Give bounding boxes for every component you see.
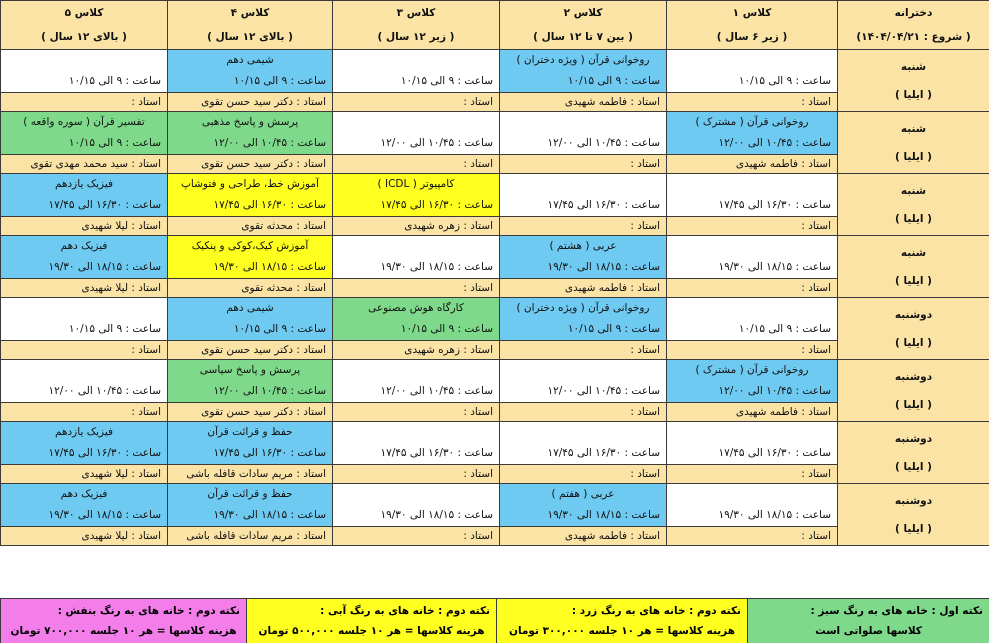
class-time: ساعت : ۱۶/۳۰ الی ۱۷/۴۵ — [506, 194, 660, 216]
class-subject: روخوانی قرآن ( ویژه دختران ) — [506, 50, 660, 70]
header-row — [1, 1, 989, 50]
note-heading: نکته دوم : خانه های به رنگ زرد : — [503, 601, 741, 621]
class-teacher: استاد : فاطمه شهیدی — [500, 279, 667, 298]
class-cell — [168, 298, 333, 341]
class-time: ساعت : ۹ الی ۱۰/۱۵ — [506, 70, 660, 92]
class-time: ساعت : ۹ الی ۱۰/۱۵ — [7, 318, 161, 340]
class-subject: کامپیوتر ( ICDL ) — [339, 174, 493, 194]
header-class-5 — [1, 1, 168, 50]
class-teacher: استاد : — [667, 527, 838, 546]
class-cell — [333, 360, 500, 403]
class-time: ساعت : ۱۰/۴۵ الی ۱۲/۰۰ — [506, 380, 660, 402]
class-time: ساعت : ۱۸/۱۵ الی ۱۹/۳۰ — [7, 256, 161, 278]
class-time: ساعت : ۹ الی ۱۰/۱۵ — [174, 70, 326, 92]
class-time: ساعت : ۱۶/۳۰ الی ۱۷/۴۵ — [339, 442, 493, 464]
class-teacher: استاد : — [500, 403, 667, 422]
class-time: ساعت : ۱۶/۳۰ الی ۱۷/۴۵ — [506, 442, 660, 464]
day-location: ( ایلیا ) — [844, 205, 983, 233]
note-box — [496, 599, 747, 643]
class-teacher: استاد : — [333, 527, 500, 546]
header-class-2 — [500, 1, 667, 50]
note-box — [747, 599, 989, 643]
class-cell — [168, 484, 333, 527]
class-cell — [168, 50, 333, 93]
slot-row — [1, 112, 989, 155]
class-time: ساعت : ۱۸/۱۵ الی ۱۹/۳۰ — [673, 504, 831, 526]
class-cell — [667, 236, 838, 279]
class-cell — [667, 360, 838, 403]
note-heading: نکته دوم : خانه های به رنگ آبی : — [253, 601, 490, 621]
class-title: کلاس ۴ — [174, 1, 326, 25]
day-name: دوشنبه — [844, 301, 983, 329]
class-teacher: استاد : — [1, 403, 168, 422]
class-subject — [339, 422, 493, 442]
class-teacher: استاد : — [667, 341, 838, 360]
class-cell — [667, 484, 838, 527]
class-time: ساعت : ۱۰/۴۵ الی ۱۲/۰۰ — [174, 380, 326, 402]
day-location: ( ایلیا ) — [844, 143, 983, 171]
class-subject: فیزیک دهم — [7, 484, 161, 504]
class-time: ساعت : ۱۰/۴۵ الی ۱۲/۰۰ — [7, 380, 161, 402]
class-time: ساعت : ۱۶/۳۰ الی ۱۷/۴۵ — [673, 442, 831, 464]
class-subject — [339, 50, 493, 70]
class-subject — [339, 112, 493, 132]
class-time: ساعت : ۹ الی ۱۰/۱۵ — [673, 318, 831, 340]
note-box — [0, 599, 246, 643]
header-title: دخترانه — [844, 1, 983, 25]
class-subject: عربی ( هفتم ) — [506, 484, 660, 504]
slot-row — [1, 484, 989, 527]
slot-row — [1, 422, 989, 465]
day-cell — [838, 360, 989, 422]
class-age: ( بالای ۱۲ سال ) — [7, 25, 161, 49]
class-cell — [667, 422, 838, 465]
class-cell — [1, 50, 168, 93]
class-time: ساعت : ۱۸/۱۵ الی ۱۹/۳۰ — [506, 504, 660, 526]
class-cell — [1, 360, 168, 403]
class-cell — [333, 422, 500, 465]
class-teacher: استاد : دکتر سید حسن تقوی — [168, 155, 333, 174]
note-box — [246, 599, 496, 643]
day-name: دوشنبه — [844, 363, 983, 391]
class-teacher: استاد : فاطمه شهیدی — [667, 403, 838, 422]
class-cell — [500, 298, 667, 341]
class-teacher: استاد : — [333, 279, 500, 298]
class-cell — [168, 174, 333, 217]
class-age: ( زیر ۱۲ سال ) — [339, 25, 493, 49]
day-location: ( ایلیا ) — [844, 391, 983, 419]
class-cell — [500, 484, 667, 527]
class-cell — [1, 112, 168, 155]
class-time: ساعت : ۹ الی ۱۰/۱۵ — [7, 70, 161, 92]
class-time: ساعت : ۱۸/۱۵ الی ۱۹/۳۰ — [673, 256, 831, 278]
day-name: دوشنبه — [844, 425, 983, 453]
class-subject — [7, 50, 161, 70]
note-detail: هزینه کلاسها = هر ۱۰ جلسه ۵۰۰,۰۰۰ تومان — [253, 621, 490, 641]
class-teacher: استاد : — [500, 217, 667, 236]
class-subject: شیمی دهم — [174, 298, 326, 318]
day-cell — [838, 484, 989, 546]
class-teacher: استاد : — [667, 93, 838, 112]
class-teacher: استاد : مریم سادات قافله باشی — [168, 527, 333, 546]
class-cell — [500, 236, 667, 279]
class-cell — [333, 236, 500, 279]
class-teacher: استاد : لیلا شهیدی — [1, 465, 168, 484]
class-cell — [168, 422, 333, 465]
class-cell — [168, 360, 333, 403]
day-location: ( ایلیا ) — [844, 329, 983, 357]
class-subject: حفظ و قرائت قرآن — [174, 484, 326, 504]
slot-row — [1, 50, 989, 93]
slot-row — [1, 174, 989, 217]
note-detail: هزینه کلاسها = هر ۱۰ جلسه ۳۰۰,۰۰۰ تومان — [503, 621, 741, 641]
class-teacher: استاد : لیلا شهیدی — [1, 527, 168, 546]
class-subject — [673, 422, 831, 442]
class-teacher: استاد : فاطمه شهیدی — [500, 93, 667, 112]
note-detail: کلاسها صلواتی است — [754, 621, 983, 641]
class-subject: فیزیک یازدهم — [7, 422, 161, 442]
class-cell — [667, 298, 838, 341]
class-teacher: استاد : لیلا شهیدی — [1, 217, 168, 236]
class-time: ساعت : ۱۸/۱۵ الی ۱۹/۳۰ — [174, 504, 326, 526]
class-teacher: استاد : — [667, 465, 838, 484]
class-subject: فیزیک دهم — [7, 236, 161, 256]
class-time: ساعت : ۹ الی ۱۰/۱۵ — [339, 318, 493, 340]
class-cell — [1, 236, 168, 279]
class-time: ساعت : ۱۸/۱۵ الی ۱۹/۳۰ — [7, 504, 161, 526]
class-time: ساعت : ۹ الی ۱۰/۱۵ — [339, 70, 493, 92]
class-subject: روخوانی قرآن ( ویژه دختران ) — [506, 298, 660, 318]
header-girls — [838, 1, 989, 50]
class-cell — [333, 50, 500, 93]
class-time: ساعت : ۱۶/۳۰ الی ۱۷/۴۵ — [174, 194, 326, 216]
class-subject — [339, 236, 493, 256]
class-time: ساعت : ۱۰/۴۵ الی ۱۲/۰۰ — [673, 380, 831, 402]
class-subject: تفسیر قرآن ( سوره واقعه ) — [7, 112, 161, 132]
class-age: ( بالای ۱۲ سال ) — [174, 25, 326, 49]
class-time: ساعت : ۱۸/۱۵ الی ۱۹/۳۰ — [339, 256, 493, 278]
day-location: ( ایلیا ) — [844, 453, 983, 481]
class-time: ساعت : ۱۰/۴۵ الی ۱۲/۰۰ — [339, 380, 493, 402]
class-teacher: استاد : فاطمه شهیدی — [667, 155, 838, 174]
class-subject — [673, 298, 831, 318]
class-subject — [673, 236, 831, 256]
class-teacher: استاد : زهره شهیدی — [333, 217, 500, 236]
class-time: ساعت : ۱۶/۳۰ الی ۱۷/۴۵ — [673, 194, 831, 216]
class-teacher: استاد : سید محمد مهدی تقوی — [1, 155, 168, 174]
class-subject: پرسش و پاسخ سیاسی — [174, 360, 326, 380]
class-teacher: استاد : محدثه تقوی — [168, 217, 333, 236]
class-time: ساعت : ۱۸/۱۵ الی ۱۹/۳۰ — [339, 504, 493, 526]
class-teacher: استاد : مریم سادات قافله باشی — [168, 465, 333, 484]
class-subject — [7, 360, 161, 380]
class-cell — [168, 112, 333, 155]
day-name: شنبه — [844, 239, 983, 267]
class-title: کلاس ۱ — [673, 1, 831, 25]
class-cell — [1, 174, 168, 217]
class-subject: روخوانی قرآن ( مشترک ) — [673, 112, 831, 132]
day-name: شنبه — [844, 177, 983, 205]
class-subject: عربی ( هشتم ) — [506, 236, 660, 256]
class-time: ساعت : ۹ الی ۱۰/۱۵ — [7, 132, 161, 154]
class-teacher: استاد : دکتر سید حسن تقوی — [168, 93, 333, 112]
class-title: کلاس ۲ — [506, 1, 660, 25]
slot-row — [1, 236, 989, 279]
class-time: ساعت : ۱۶/۳۰ الی ۱۷/۴۵ — [339, 194, 493, 216]
class-subject — [506, 360, 660, 380]
class-subject: آموزش خط، طراحی و فتوشاپ — [174, 174, 326, 194]
class-cell — [500, 360, 667, 403]
day-cell — [838, 236, 989, 298]
day-location: ( ایلیا ) — [844, 81, 983, 109]
day-name: دوشنبه — [844, 487, 983, 515]
class-subject: آموزش کیک،کوکی و پنکیک — [174, 236, 326, 256]
class-subject — [506, 112, 660, 132]
class-subject — [339, 360, 493, 380]
notes-bar — [0, 598, 989, 643]
class-subject: حفظ و قرائت قرآن — [174, 422, 326, 442]
class-cell — [333, 298, 500, 341]
day-name: شنبه — [844, 115, 983, 143]
class-subject — [506, 174, 660, 194]
class-title: کلاس ۵ — [7, 1, 161, 25]
class-cell — [500, 112, 667, 155]
class-teacher: استاد : — [500, 155, 667, 174]
day-cell — [838, 422, 989, 484]
class-cell — [333, 174, 500, 217]
class-teacher: استاد : — [333, 465, 500, 484]
header-class-3 — [333, 1, 500, 50]
class-time: ساعت : ۹ الی ۱۰/۱۵ — [174, 318, 326, 340]
class-subject: شیمی دهم — [174, 50, 326, 70]
class-cell — [1, 298, 168, 341]
class-time: ساعت : ۹ الی ۱۰/۱۵ — [506, 318, 660, 340]
class-cell — [667, 112, 838, 155]
class-subject: فیزیک یازدهم — [7, 174, 161, 194]
class-time: ساعت : ۱۰/۴۵ الی ۱۲/۰۰ — [174, 132, 326, 154]
class-time: ساعت : ۹ الی ۱۰/۱۵ — [673, 70, 831, 92]
class-subject — [673, 484, 831, 504]
class-age: ( زیر ۶ سال ) — [673, 25, 831, 49]
class-time: ساعت : ۱۰/۴۵ الی ۱۲/۰۰ — [339, 132, 493, 154]
header-class-1 — [667, 1, 838, 50]
class-time: ساعت : ۱۸/۱۵ الی ۱۹/۳۰ — [506, 256, 660, 278]
class-time: ساعت : ۱۶/۳۰ الی ۱۷/۴۵ — [7, 194, 161, 216]
class-teacher: استاد : دکتر سید حسن تقوی — [168, 403, 333, 422]
day-location: ( ایلیا ) — [844, 267, 983, 295]
class-teacher: استاد : — [1, 93, 168, 112]
header-class-4 — [168, 1, 333, 50]
class-subject — [673, 174, 831, 194]
note-detail: هزینه کلاسها = هر ۱۰ جلسه ۷۰۰,۰۰۰ تومان — [7, 621, 240, 641]
class-subject — [673, 50, 831, 70]
class-teacher: استاد : — [1, 341, 168, 360]
slot-row — [1, 298, 989, 341]
class-subject: کارگاه هوش مصنوعی — [339, 298, 493, 318]
class-cell — [667, 174, 838, 217]
class-time: ساعت : ۱۶/۳۰ الی ۱۷/۴۵ — [7, 442, 161, 464]
day-location: ( ایلیا ) — [844, 515, 983, 543]
class-cell — [333, 484, 500, 527]
class-cell — [333, 112, 500, 155]
class-teacher: استاد : محدثه تقوی — [168, 279, 333, 298]
class-teacher: استاد : فاطمه شهیدی — [500, 527, 667, 546]
class-subject — [7, 298, 161, 318]
day-cell — [838, 112, 989, 174]
class-cell — [1, 422, 168, 465]
class-title: کلاس ۳ — [339, 1, 493, 25]
class-teacher: استاد : — [500, 341, 667, 360]
note-heading: نکته دوم : خانه های به رنگ بنفش : — [7, 601, 240, 621]
day-name: شنبه — [844, 53, 983, 81]
class-subject — [506, 422, 660, 442]
class-time: ساعت : ۱۸/۱۵ الی ۱۹/۳۰ — [174, 256, 326, 278]
day-cell — [838, 50, 989, 112]
class-subject: روخوانی قرآن ( مشترک ) — [673, 360, 831, 380]
class-time: ساعت : ۱۶/۳۰ الی ۱۷/۴۵ — [174, 442, 326, 464]
class-teacher: استاد : — [333, 403, 500, 422]
day-cell — [838, 298, 989, 360]
class-cell — [500, 174, 667, 217]
class-cell — [168, 236, 333, 279]
class-cell — [500, 422, 667, 465]
class-teacher: استاد : زهره شهیدی — [333, 341, 500, 360]
class-teacher: استاد : — [667, 279, 838, 298]
class-subject: پرسش و پاسخ مذهبی — [174, 112, 326, 132]
header-start-date: ( شروع : ۱۴۰۴/۰۴/۲۱) — [844, 25, 983, 49]
class-cell — [667, 50, 838, 93]
class-teacher: استاد : — [667, 217, 838, 236]
class-teacher: استاد : دکتر سید حسن تقوی — [168, 341, 333, 360]
class-teacher: استاد : — [333, 93, 500, 112]
class-teacher: استاد : لیلا شهیدی — [1, 279, 168, 298]
note-heading: نکته اول : خانه های به رنگ سبز : — [754, 601, 983, 621]
class-cell — [500, 50, 667, 93]
class-subject — [339, 484, 493, 504]
day-cell — [838, 174, 989, 236]
class-teacher: استاد : — [333, 155, 500, 174]
class-cell — [1, 484, 168, 527]
class-teacher: استاد : — [500, 465, 667, 484]
class-time: ساعت : ۱۰/۴۵ الی ۱۲/۰۰ — [673, 132, 831, 154]
class-time: ساعت : ۱۰/۴۵ الی ۱۲/۰۰ — [506, 132, 660, 154]
class-age: ( بین ۷ تا ۱۲ سال ) — [506, 25, 660, 49]
slot-row — [1, 360, 989, 403]
